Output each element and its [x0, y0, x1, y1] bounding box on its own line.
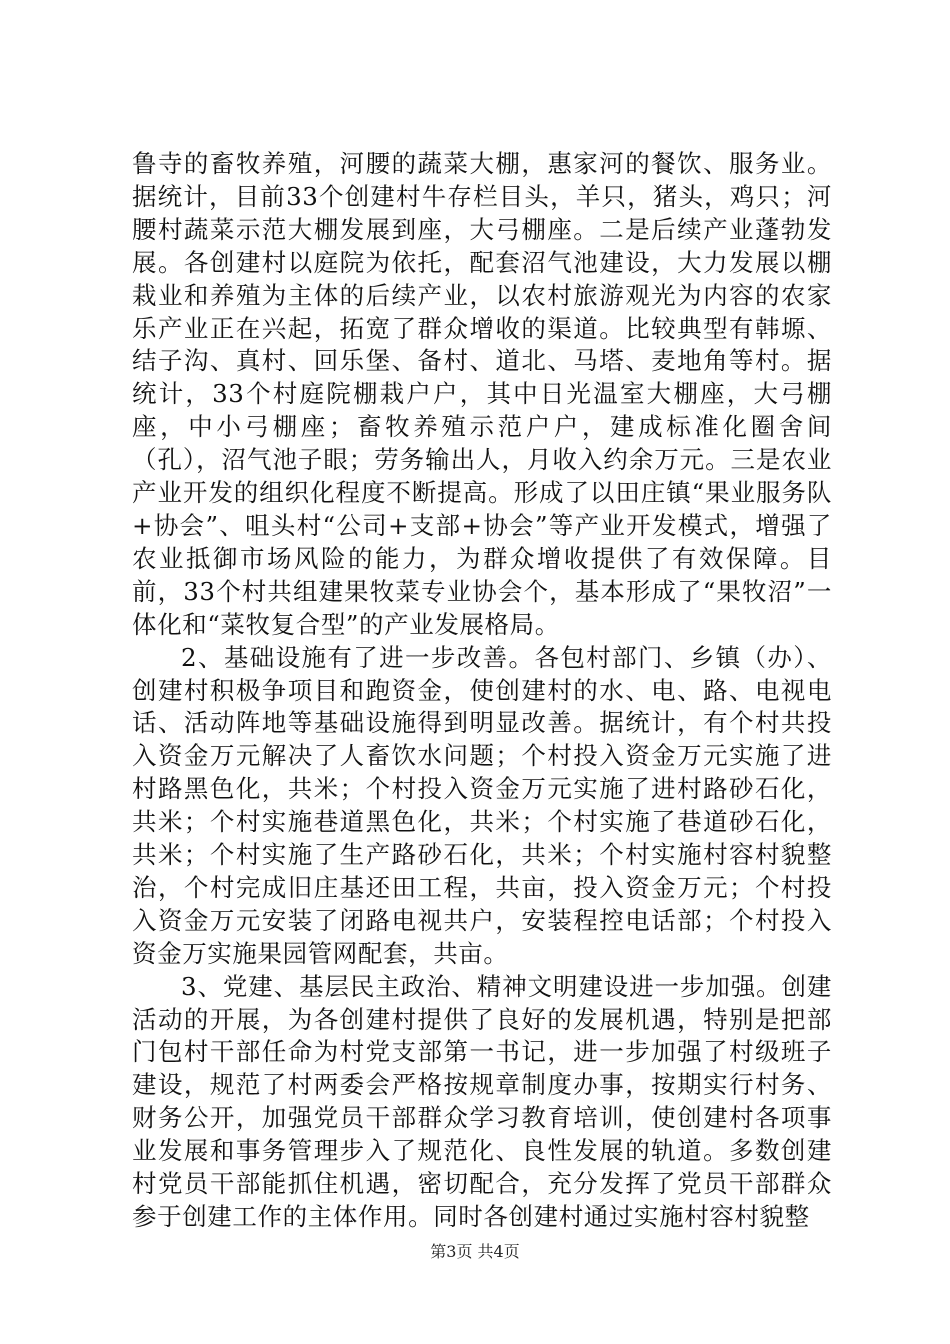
page-number-label: 第3页 共4页: [430, 1242, 520, 1261]
paragraph-agriculture-industry: 鲁寺的畜牧养殖，河腰的蔬菜大棚，惠家河的餐饮、服务业。据统计，目前33个创建村牛存栏目头，羊只，猪头，鸡只；河腰村蔬菜示范大棚发展到座，大弓棚座。二是后续产业蓬勃发展。各创建村以庭院为依托，配套沼气池建设，大力发展以棚栽业和养殖为主体的后续产业，以农村旅游观光为内容的农家乐产业正在兴起，拓宽了群众增收的渠道。比较典型有韩塬、结子沟、真村、回乐堡、备村、道北、马塔、麦地角等村。据统计，33个村庭院棚栽户户，其中日光温室大棚座，大弓棚座，中小弓棚座；畜牧养殖示范户户，建成标准化圈舍间（孔），沼气池子眼；劳务输出人，月收入约余万元。三是农业产业开发的组织化程度不断提高。形成了以田庄镇“果业服务队+协会”、咀头村“公司+支部+协会”等产业开发模式，增强了农业抵御市场风险的能力，为群众增收提供了有效保障。目前，33个村共组建果牧菜专业协会个，基本形成了“果牧沼”一体化和“菜牧复合型”的产业发展格局。: [132, 149, 832, 639]
paragraph-party-building: 3、党建、基层民主政治、精神文明建设进一步加强。创建活动的开展，为各创建村提供了良好的发展机遇，特别是把部门包村干部任命为村党支部第一书记，进一步加强了村级班子建设，规范了村两委会严格按规章制度办事，按期实行村务、财务公开，加强党员干部群众学习教育培训，使创建村各项事业发展和事务管理步入了规范化、良性发展的轨道。多数创建村党员干部能抓住机遇，密切配合，充分发挥了党员干部群众参于创建工作的主体作用。同时各创建村通过实施村容村貌整: [132, 971, 832, 1231]
document-body: [132, 148, 832, 1234]
page-footer: [0, 1242, 950, 1262]
paragraph-infrastructure: 2、基础设施有了进一步改善。各包村部门、乡镇（办）、创建村积极争项目和跑资金，使创建村的水、电、路、电视电话、活动阵地等基础设施得到明显改善。据统计，有个村共投入资金万元解决了人畜饮水问题；个村投入资金万元实施了进村路黑色化，共米；个村投入资金万元实施了进村路砂石化，共米；个村实施巷道黑色化，共米；个村实施了巷道砂石化，共米；个村实施了生产路砂石化，共米；个村实施村容村貌整治，个村完成旧庄基还田工程，共亩，投入资金万元；个村投入资金万元安装了闭路电视共户，安装程控电话部；个村投入资金万实施果园管网配套，共亩。: [132, 642, 832, 968]
